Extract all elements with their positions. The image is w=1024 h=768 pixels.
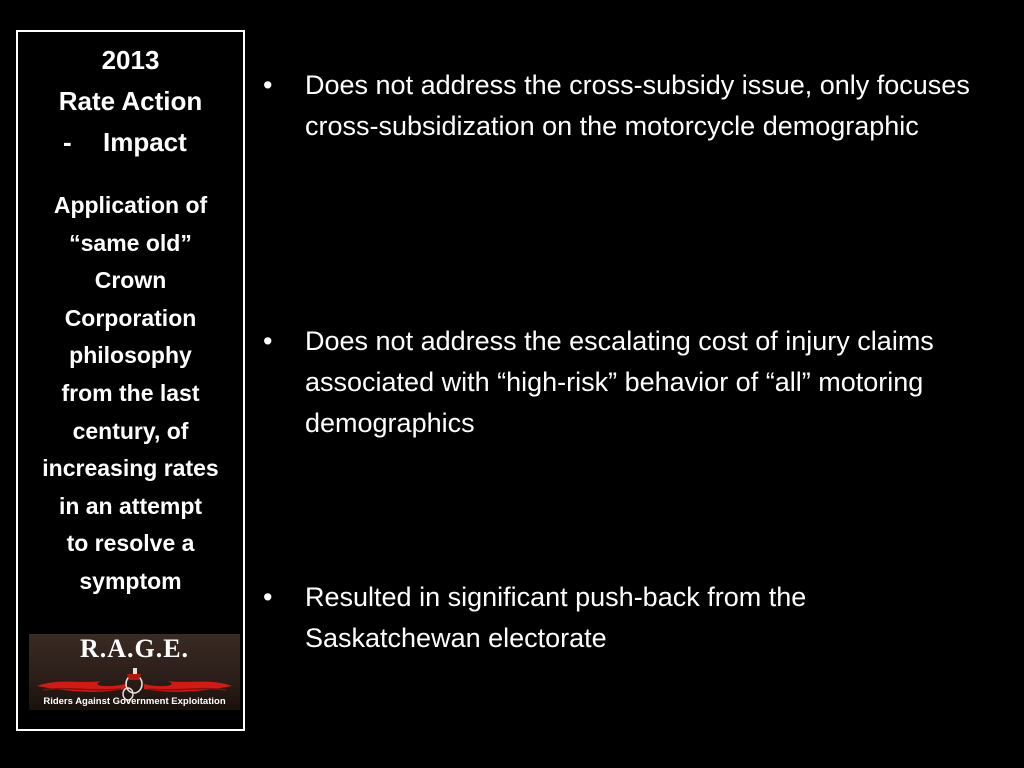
title-rate-action: Rate Action [58,86,203,116]
bullet-text: Resulted in significant push-back from the Saskatchewan electorate [305,582,807,653]
sidebar-body-line: Crown [94,267,167,294]
bullet-marker: • [263,326,273,356]
bullet-marker: • [263,582,273,612]
sidebar-title [18,40,243,163]
sidebar-body-line: “same old” [69,229,192,256]
sidebar-body-line: symptom [79,567,182,594]
title-impact-row [18,122,243,163]
sidebar-body [18,187,243,601]
sidebar-body-line: philosophy [69,342,192,369]
logo-title: R.A.G.E. [79,634,190,663]
title-year: 2013 [101,45,160,75]
sidebar-body-line: from the last [61,379,200,406]
rage-logo [29,634,240,710]
bullet-text: Does not address the escalating cost of injury claims associated with “high-risk” behavior of “all” motoring demographics [305,326,934,438]
bullet-item [263,65,983,147]
title-dash: - [63,127,72,157]
bullet-text: Does not address the cross-subsidy issue, only focuses cross-subsidization on the motorcycle demographic [305,70,970,141]
bullet-item [263,577,983,659]
sidebar-body-line: Application of [53,192,208,218]
sidebar-body-line: Corporation [64,304,197,331]
bullet-item [263,321,983,444]
sidebar-body-line: increasing rates [42,455,219,482]
logo-tagline: Riders Against Government Exploitation [43,696,226,707]
bullet-marker: • [263,70,273,100]
title-impact: Impact [103,127,187,157]
sidebar-panel [16,30,245,731]
sidebar-body-line: century, of [72,417,189,444]
sidebar-body-line: in an attempt [58,492,203,519]
sidebar-body-line: to resolve a [66,530,195,557]
